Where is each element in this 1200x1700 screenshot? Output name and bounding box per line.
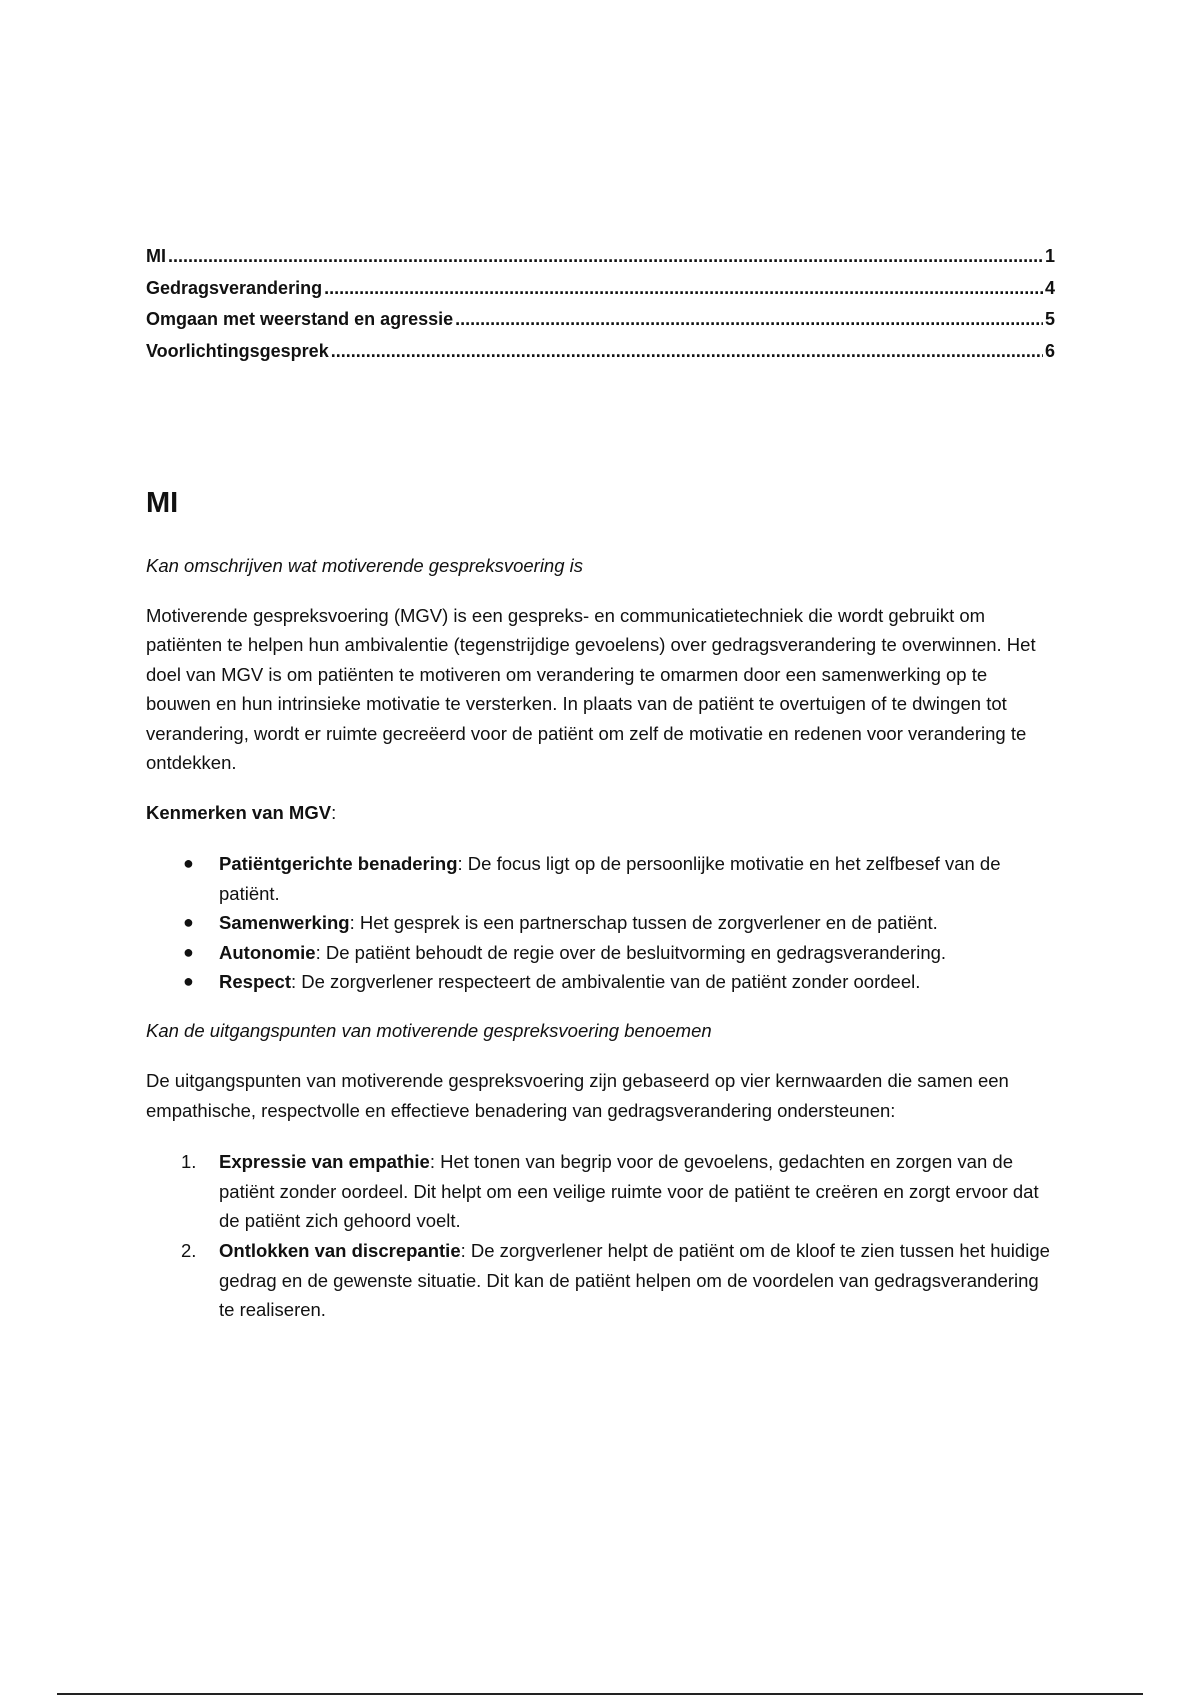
list-item-text: : De zorgverlener respecteert de ambivalentie van de patiënt zonder oordeel.: [290, 971, 921, 993]
list-item-term: Samenwerking: [219, 912, 350, 934]
list-item: [183, 967, 1055, 996]
paragraph-uitgangspunten: De uitgangspunten van motiverende gespreksvoering zijn gebaseerd op vier kernwaarden die samen een empathische, respectvolle en effectieve benadering van gedragsverandering ondersteunen:: [146, 1070, 1009, 1121]
list-item-text: : De patiënt behoudt de regie over de besluitvorming en gedragsverandering.: [315, 941, 947, 963]
list-item: [181, 1147, 1055, 1236]
toc-entry[interactable]: [146, 241, 1055, 273]
kenmerken-label: Kenmerken van MGV: [146, 802, 332, 824]
uitgangspunten-list: [146, 1147, 1055, 1325]
list-item-term: Ontlokken van discrepantie: [219, 1240, 461, 1262]
table-of-contents: [146, 241, 1055, 367]
toc-entry-title[interactable]: Voorlichtingsgesprek: [146, 340, 329, 361]
toc-entry-page[interactable]: 6: [1044, 340, 1055, 361]
list-item-text: : De zorgverlener helpt de patiënt om de kloof te zien tussen het huidige gedrag en de gewenste situatie. Dit kan de patiënt helpen om de voordelen van gedragsverandering te realiseren.: [219, 1240, 1050, 1321]
list-item-text: : Het tonen van begrip voor de gevoelens, gedachten en zorgen van de patiënt zonder oordeel. Dit helpt om een veilige ruimte voor de patiënt te creëren en zorgt ervoor dat de patiënt zich gehoord voelt.: [219, 1151, 1039, 1232]
list-item: [181, 1236, 1055, 1325]
bullet-icon: ●: [183, 912, 194, 933]
toc-entry[interactable]: [146, 336, 1055, 368]
toc-leader-dots: [324, 273, 1043, 305]
toc-entry-title[interactable]: MI: [146, 246, 166, 266]
list-item-term: Patiëntgerichte benadering: [219, 853, 458, 875]
list-item-term: Autonomie: [219, 941, 316, 963]
list-item-term: Respect: [219, 971, 291, 993]
page-bottom-divider: [57, 1693, 1143, 1695]
bullet-icon: ●: [183, 853, 194, 874]
paragraph-mgv-definition: Motiverende gespreksvoering (MGV) is een gespreks- en communicatietechniek die wordt gebruikt om patiënten te helpen hun ambivalentie (tegenstrijdige gevoelens) over gedragsverandering te overwinnen. Het doel van MGV is om patiënten te motiveren om verandering te omarmen door een samenwerking op te bouwen en hun intrinsieke motivatie te versterken. In plaats van de patiënt te overtuigen of te dwingen tot verandering, wordt er ruimte gecreëerd voor de patiënt om zelf de motivatie en redenen voor verandering te ontdekken.: [146, 605, 1036, 774]
bullet-icon: ●: [183, 941, 194, 962]
toc-leader-dots: [168, 241, 1043, 273]
toc-leader-dots: [331, 336, 1043, 368]
list-number: 2.: [181, 1240, 197, 1262]
list-item: [183, 938, 1055, 967]
bullet-icon: ●: [183, 971, 194, 992]
subheading-learning-goal-1: Kan omschrijven wat motiverende gespreksvoering is: [146, 555, 584, 576]
toc-entry-page[interactable]: 1: [1044, 246, 1055, 266]
toc-entry-title[interactable]: Gedragsverandering: [146, 277, 323, 298]
section-heading: MI: [146, 487, 179, 519]
toc-entry-title[interactable]: Omgaan met weerstand en agressie: [146, 309, 454, 329]
toc-entry-page[interactable]: 5: [1044, 309, 1055, 329]
list-number: 1.: [181, 1151, 197, 1173]
toc-leader-dots: [455, 304, 1043, 336]
kenmerken-list: [146, 849, 1055, 996]
list-item-text: : Het gesprek is een partnerschap tussen de zorgverlener en de patiënt.: [349, 912, 938, 934]
toc-entry[interactable]: [146, 304, 1055, 336]
kenmerken-heading: [146, 798, 1055, 827]
kenmerken-colon: :: [331, 802, 337, 824]
list-item: [183, 908, 1055, 937]
list-item-text: : De focus ligt op de persoonlijke motivatie en het zelfbesef van de patiënt.: [219, 853, 1001, 904]
list-item: [183, 849, 1055, 908]
list-item-term: Expressie van empathie: [219, 1151, 430, 1173]
section-mi: [146, 480, 1055, 1325]
subheading-learning-goal-2: Kan de uitgangspunten van motiverende gespreksvoering benoemen: [146, 1020, 712, 1042]
toc-entry-page[interactable]: 4: [1044, 277, 1055, 298]
toc-entry[interactable]: [146, 273, 1055, 305]
